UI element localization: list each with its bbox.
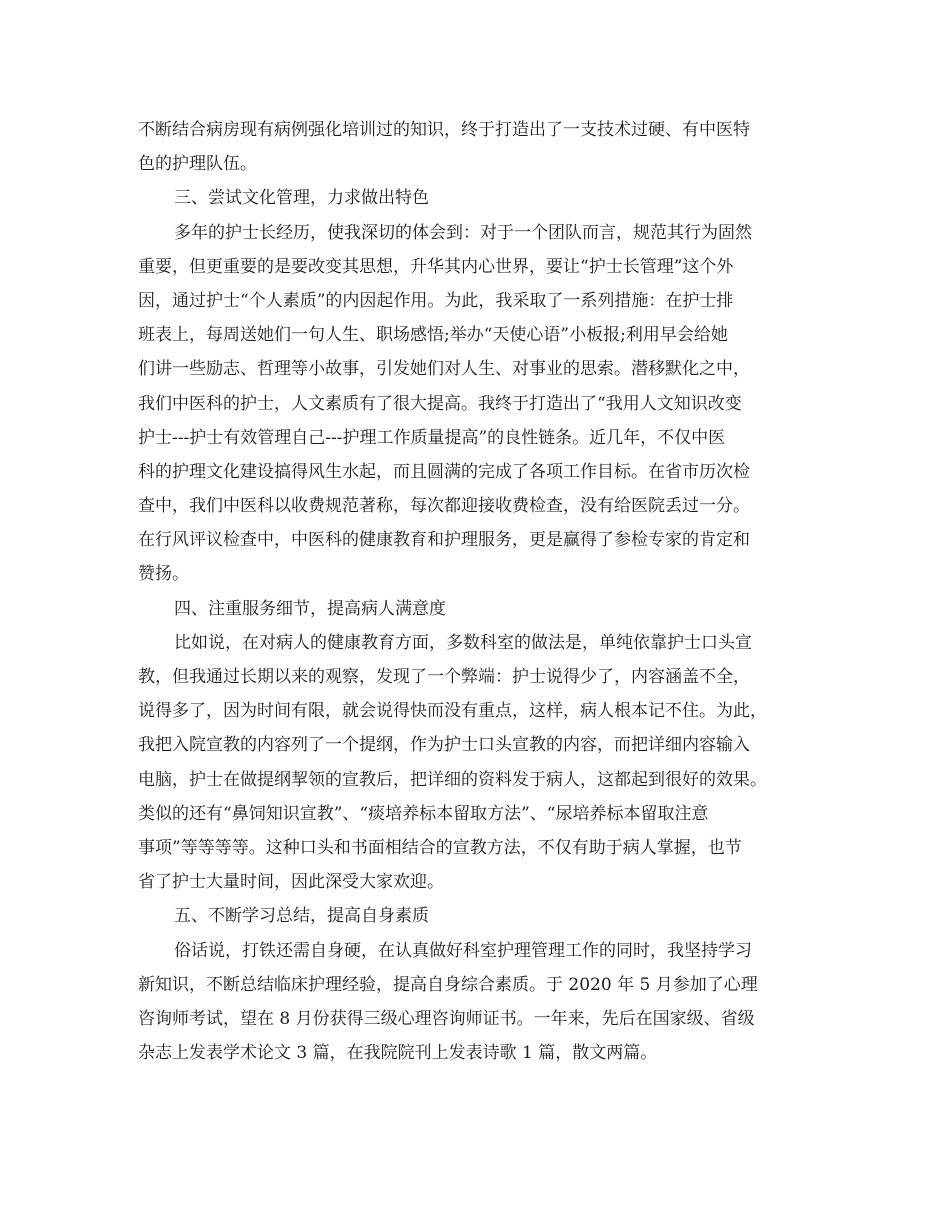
paragraph-line: 说得多了，因为时间有限，就会说得快而没有重点，这样，病人根本记不住。为此，: [138, 701, 767, 722]
paragraph-first-line: 比如说，在对病人的健康教育方面，多数科室的做法是，单纯依靠护士口头宣: [174, 632, 752, 653]
paragraph-line: 新知识，不断总结临床护理经验，提高自身综合素质。于 2020 年 5 月参加了心理: [138, 974, 758, 995]
paragraph-line: 因，通过护士“个人素质”的内因起作用。为此，我采取了一系列措施：在护士排: [138, 290, 734, 311]
paragraph-line: 类似的还有“鼻饲知识宣教”、“痰培养标本留取方法”、“尿培养标本留取注意: [138, 803, 709, 824]
paragraph-line: 色的护理队伍。: [138, 154, 257, 175]
paragraph-line: 我们中医科的护士，人文素质有了很大提高。我终于打造出了“我用人文知识改变: [138, 393, 742, 414]
paragraph-first-line: 俗话说，打铁还需自身硬，在认真做好科室护理管理工作的同时，我坚持学习: [174, 940, 752, 961]
paragraph-line: 科的护理文化建设搞得风生水起，而且圆满的完成了各项工作目标。在省市历次检: [138, 461, 750, 482]
paragraph-line: 赞扬。: [138, 564, 189, 585]
section-heading: 三、尝试文化管理，力求做出特色: [174, 188, 429, 209]
paragraph-line: 护士---护士有效管理自己---护理工作质量提高”的良性链条。近几年，不仅中医: [138, 427, 726, 448]
paragraph-line: 教，但我通过长期以来的观察，发现了一个弊端：护士说得少了，内容涵盖不全，: [138, 667, 750, 687]
paragraph-line: 不断结合病房现有病例强化培训过的知识，终于打造出了一支技术过硬、有中医特: [138, 120, 750, 140]
paragraph-line: 班表上，每周送她们一句人生、职场感悟;举办“天使心语”小板报;利用早会给她: [138, 325, 728, 346]
section-heading: 四、注重服务细节，提高病人满意度: [174, 598, 446, 619]
paragraph-first-line: 多年的护士长经历，使我深切的体会到：对于一个团队而言，规范其行为固然: [174, 222, 752, 243]
paragraph-line: 们讲一些励志、哲理等小故事，引发她们对人生、对事业的思索。潜移默化之中，: [138, 359, 750, 380]
section-heading: 五、不断学习总结，提高自身素质: [174, 906, 429, 927]
paragraph-line: 重要，但更重要的是要改变其思想，升华其内心世界，要让“护士长管理”这个外: [138, 256, 734, 277]
paragraph-line: 查中，我们中医科以收费规范著称，每次都迎接收费检查，没有给医院丢过一分。: [138, 496, 750, 517]
paragraph-line: 事项”等等等等。这种口头和书面相结合的宣教方法，不仅有助于病人掌握，也节: [138, 837, 742, 858]
paragraph-line: 在行风评议检查中，中医科的健康教育和护理服务，更是赢得了参检专家的肯定和: [138, 530, 750, 551]
paragraph-line: 杂志上发表学术论文 3 篇，在我院院刊上发表诗歌 1 篇，散文两篇。: [138, 1043, 658, 1064]
paragraph-line: 省了护士大量时间，因此深受大家欢迎。: [138, 872, 444, 893]
paragraph-line: 我把入院宣教的内容列了一个提纲，作为护士口头宣教的内容，而把详细内容输入: [138, 735, 750, 756]
paragraph-line: 咨询师考试，望在 8 月份获得三级心理咨询师证书。一年来，先后在国家级、省级: [138, 1008, 755, 1029]
document-body: [138, 113, 822, 1070]
paragraph-line: 电脑，护士在做提纲挈领的宣教后，把详细的资料发于病人，这都起到很好的效果。: [138, 769, 767, 790]
